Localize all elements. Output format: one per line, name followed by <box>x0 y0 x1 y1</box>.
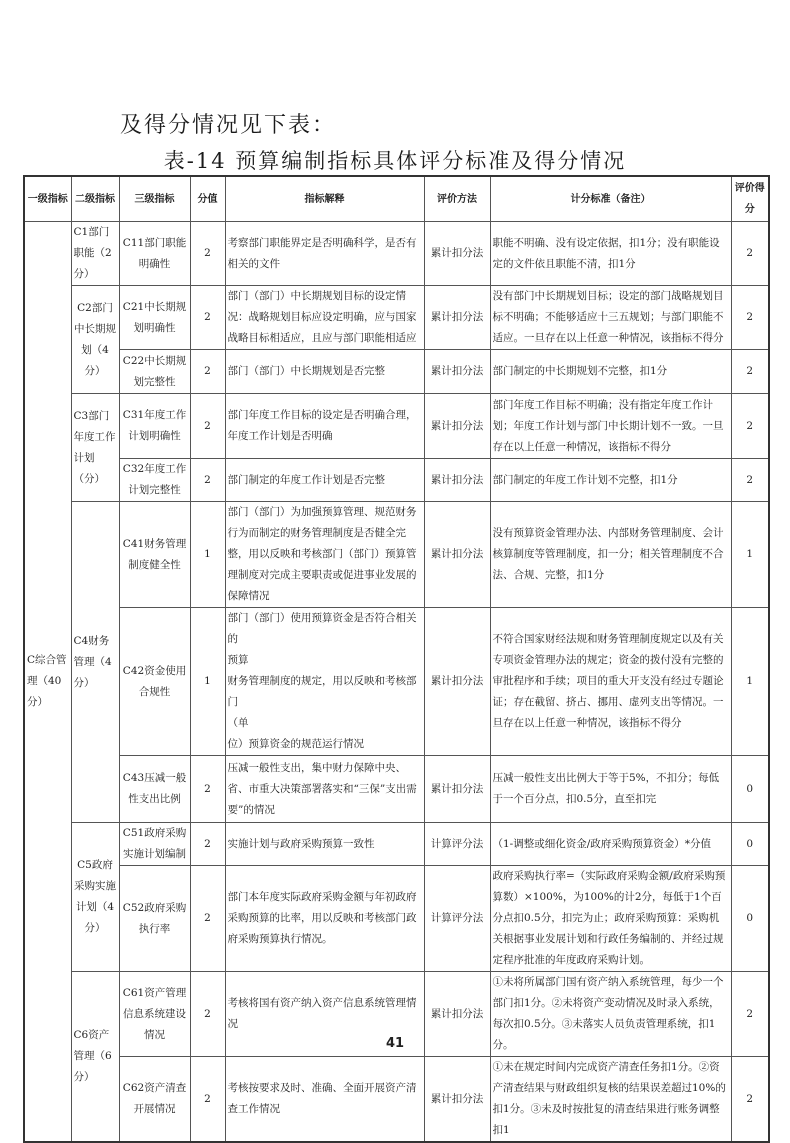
level3-cell: C43压减一般性支出比例 <box>119 756 190 823</box>
method-cell: 计算评分法 <box>424 823 490 866</box>
level3-cell: C11部门职能明确性 <box>119 222 190 286</box>
score-cell: 0 <box>731 823 769 866</box>
table-row <box>24 756 769 823</box>
score-cell: 2 <box>731 459 769 502</box>
level3-cell: C31年度工作计划明确性 <box>119 394 190 459</box>
points-cell: 2 <box>190 222 225 286</box>
points-cell: 2 <box>190 972 225 1057</box>
explanation-cell: 部门制定的年度工作计划是否完整 <box>225 459 424 502</box>
header-explanation: 指标解释 <box>225 176 424 222</box>
level3-cell: C42资金使用合规性 <box>119 608 190 756</box>
points-cell: 2 <box>190 394 225 459</box>
table-row <box>24 350 769 394</box>
points-cell: 2 <box>190 459 225 502</box>
level2-cell: C1部门职能（2分） <box>71 222 119 286</box>
score-cell: 2 <box>731 394 769 459</box>
method-cell: 累计扣分法 <box>424 394 490 459</box>
table-caption: 表-14 预算编制指标具体评分标准及得分情况 <box>163 149 627 173</box>
criteria-cell: ①未将所属部门国有资产纳入系统管理，每少一个部门扣1分。②未将资产变动情况及时录入系统，每次扣0.5分。③未落实人员负责管理系统，扣1分。 <box>490 972 731 1057</box>
criteria-cell: （1-调整或细化资金/政府采购预算资金）*分值 <box>490 823 731 866</box>
score-cell: 0 <box>731 756 769 823</box>
criteria-cell: 不符合国家财经法规和财务管理制度规定以及有关专项资金管理办法的规定；资金的拨付没有完整的审批程序和手续；项目的重大开支没有经过专题论证；存在截留、挤占、挪用、虚列支出等情况。一旦存在以上任意一种情况，该指标不得分 <box>490 608 731 756</box>
header-method: 评价方法 <box>424 176 490 222</box>
table-row <box>24 286 769 350</box>
method-cell: 累计扣分法 <box>424 1057 490 1143</box>
page-number: 41 <box>385 1036 405 1051</box>
points-cell: 2 <box>190 1057 225 1143</box>
table-row <box>24 1057 769 1143</box>
criteria-cell: ①未在规定时间内完成资产清查任务扣1分。②资产清查结果与财政组织复核的结果误差超过10%的扣1分。③未及时按批复的清查结果进行账务调整扣1 <box>490 1057 731 1143</box>
header-row <box>24 176 769 222</box>
level3-cell: C22中长期规划完整性 <box>119 350 190 394</box>
table-row <box>24 502 769 608</box>
header-level2: 二级指标 <box>71 176 119 222</box>
method-cell: 累计扣分法 <box>424 459 490 502</box>
method-cell: 累计扣分法 <box>424 350 490 394</box>
explanation-cell: 部门（部门）使用预算资金是否符合相关的 预算 财务管理制度的规定，用以反映和考核部门 （单 位）预算资金的规范运行情况 <box>225 608 424 756</box>
intro-text: 及得分情况见下表： <box>120 113 337 138</box>
table-row <box>24 823 769 866</box>
level3-cell: C62资产清查开展情况 <box>119 1057 190 1143</box>
level2-cell: C6资产管理（6分） <box>71 972 119 1143</box>
score-cell: 1 <box>731 608 769 756</box>
level2-cell: C5政府采购实施计划（4分） <box>71 823 119 972</box>
scoring-table <box>23 175 770 1143</box>
points-cell: 2 <box>190 286 225 350</box>
explanation-cell: 部门年度工作目标的设定是否明确合理，年度工作计划是否明确 <box>225 394 424 459</box>
table-row <box>24 394 769 459</box>
header-points: 分值 <box>190 176 225 222</box>
explanation-cell: 部门（部门）中长期规划是否完整 <box>225 350 424 394</box>
explanation-cell: 实施计划与政府采购预算一致性 <box>225 823 424 866</box>
level2-cell: C4财务管理（4分） <box>71 502 119 823</box>
score-cell: 2 <box>731 286 769 350</box>
explanation-cell: 考核将国有资产纳入资产信息系统管理情况 <box>225 972 424 1057</box>
method-cell: 累计扣分法 <box>424 972 490 1057</box>
score-cell: 0 <box>731 866 769 972</box>
points-cell: 2 <box>190 866 225 972</box>
method-cell: 计算评分法 <box>424 866 490 972</box>
header-criteria: 计分标准（备注） <box>490 176 731 222</box>
level3-cell: C51政府采购实施计划编制 <box>119 823 190 866</box>
table-row <box>24 608 769 756</box>
method-cell: 累计扣分法 <box>424 608 490 756</box>
level2-cell: C2部门中长期规划（4分） <box>71 286 119 394</box>
points-cell: 2 <box>190 823 225 866</box>
table-row <box>24 866 769 972</box>
criteria-cell: 政府采购执行率=（实际政府采购金额/政府采购预算数）×100%，为100%的计2分，每低于1个百分点扣0.5分，扣完为止；政府采购预算：采购机关根据事业发展计划和行政任务编制的、并经过规定程序批准的年度政府采购计划。 <box>490 866 731 972</box>
score-cell: 1 <box>731 502 769 608</box>
points-cell: 1 <box>190 502 225 608</box>
score-cell: 2 <box>731 1057 769 1143</box>
method-cell: 累计扣分法 <box>424 286 490 350</box>
explanation-cell: 部门本年度实际政府采购金额与年初政府采购预算的比率，用以反映和考核部门政府采购预算执行情况。 <box>225 866 424 972</box>
criteria-cell: 压减一般性支出比例大于等于5%，不扣分；每低于一个百分点，扣0.5分，直至扣完 <box>490 756 731 823</box>
header-score: 评价得分 <box>731 176 769 222</box>
table-row <box>24 222 769 286</box>
score-cell: 2 <box>731 972 769 1057</box>
explanation-cell: 考核按要求及时、准确、全面开展资产清查工作情况 <box>225 1057 424 1143</box>
level3-cell: C32年度工作计划完整性 <box>119 459 190 502</box>
level3-cell: C61资产管理信息系统建设情况 <box>119 972 190 1057</box>
criteria-cell: 部门年度工作目标不明确；没有指定年度工作计划；年度工作计划与部门中长期计划不一致。一旦存在以上任意一种情况，该指标不得分 <box>490 394 731 459</box>
criteria-cell: 部门制定的中长期规划不完整，扣1分 <box>490 350 731 394</box>
method-cell: 累计扣分法 <box>424 756 490 823</box>
score-cell: 2 <box>731 222 769 286</box>
criteria-cell: 部门制定的年度工作计划不完整，扣1分 <box>490 459 731 502</box>
level2-cell: C3部门年度工作计划（分） <box>71 394 119 502</box>
explanation-cell: 部门（部门）中长期规划目标的设定情况：战略规划目标应设定明确，应与国家战略目标相适应，且应与部门职能相适应 <box>225 286 424 350</box>
points-cell: 1 <box>190 608 225 756</box>
explanation-cell: 考察部门职能界定是否明确科学，是否有相关的文件 <box>225 222 424 286</box>
explanation-cell: 部门（部门）为加强预算管理、规范财务行为而制定的财务管理制度是否健全完整，用以反映和考核部门（部门）预算管理制度对完成主要职责或促进事业发展的保障情况 <box>225 502 424 608</box>
score-cell: 2 <box>731 350 769 394</box>
method-cell: 累计扣分法 <box>424 222 490 286</box>
level1-cell: C综合管理（40分） <box>24 222 71 1143</box>
level3-cell: C52政府采购执行率 <box>119 866 190 972</box>
level3-cell: C41财务管理制度健全性 <box>119 502 190 608</box>
criteria-cell: 没有预算资金管理办法、内部财务管理制度、会计核算制度等管理制度，扣一分；相关管理制度不合法、合规、完整，扣1分 <box>490 502 731 608</box>
explanation-cell: 压减一般性支出，集中财力保障中央、省、市重大决策部署落实和“三保”支出需要”的情况 <box>225 756 424 823</box>
points-cell: 2 <box>190 350 225 394</box>
criteria-cell: 职能不明确、没有设定依据，扣1分；没有职能设定的文件依且职能不清，扣1分 <box>490 222 731 286</box>
points-cell: 2 <box>190 756 225 823</box>
method-cell: 累计扣分法 <box>424 502 490 608</box>
level3-cell: C21中长期规划明确性 <box>119 286 190 350</box>
table-row <box>24 459 769 502</box>
criteria-cell: 没有部门中长期规划目标；设定的部门战略规划目标不明确；不能够适应十三五规划；与部门职能不适应。一旦存在以上任意一种情况，该指标不得分 <box>490 286 731 350</box>
header-level3: 三级指标 <box>119 176 190 222</box>
header-level1: 一级指标 <box>24 176 71 222</box>
